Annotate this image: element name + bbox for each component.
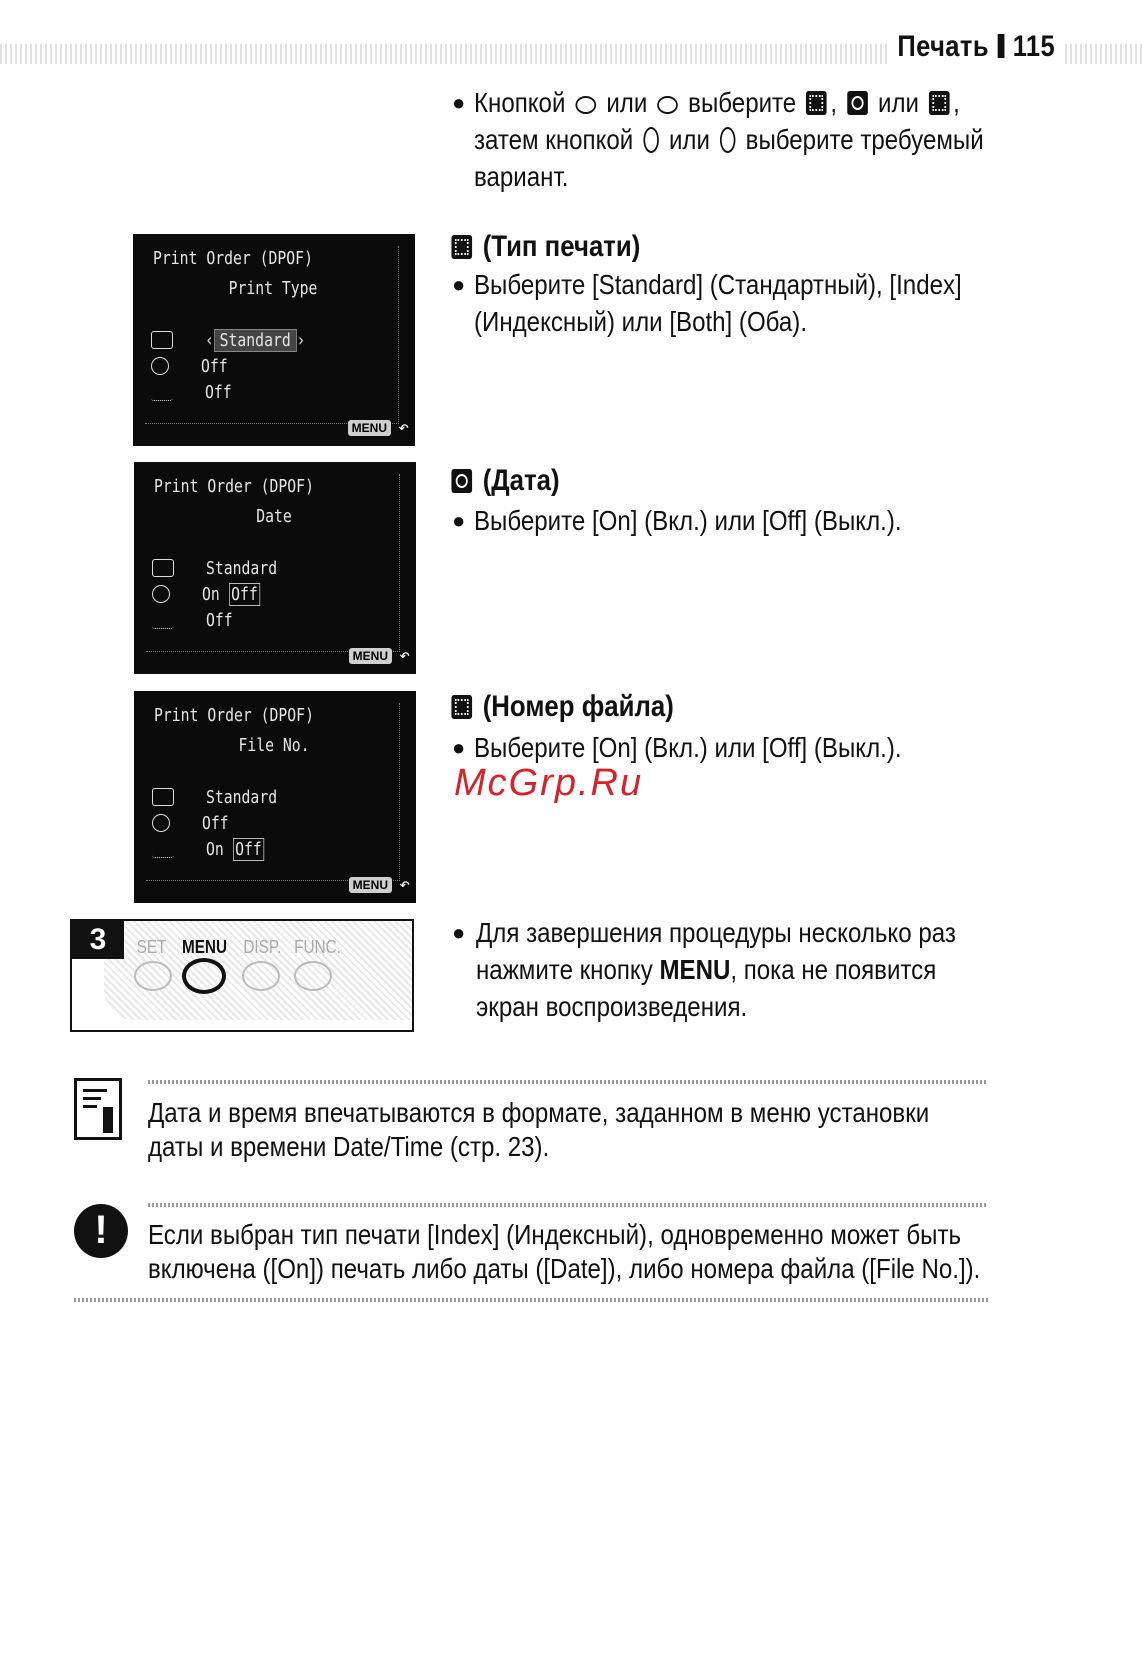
bullet: ●	[452, 735, 466, 760]
screen-row-print-type	[152, 787, 293, 808]
camera-screen-file-no	[134, 691, 416, 903]
bullet: ●	[452, 920, 466, 945]
section-heading-file-no	[448, 690, 674, 724]
menu-badge: MENU	[349, 648, 392, 664]
section-text-line: Выберите [On] (Вкл.) или [Off] (Выкл.).	[474, 505, 902, 536]
camera-label-menu: MENU	[181, 937, 228, 957]
step-3-illustration	[70, 919, 414, 1032]
camera-screen-print-type	[133, 234, 415, 446]
right-button-icon	[720, 127, 735, 153]
caution-mark: !	[94, 1208, 108, 1252]
section-text-line: Выберите [Standard] (Стандартный), [Index]	[474, 269, 962, 300]
section-text-line: (Индексный) или [Both] (Оба).	[474, 306, 808, 337]
note-line-2: даты и времени Date/Time (стр. 23).	[148, 1131, 550, 1162]
print-type-icon	[451, 235, 472, 259]
screen-row-date	[151, 356, 234, 377]
func-button	[294, 961, 332, 991]
clock-icon	[151, 357, 169, 375]
header-separator	[998, 34, 1005, 58]
step-3-line-2	[476, 951, 936, 988]
option-off-selected: Off	[233, 838, 265, 861]
screen-row-value	[202, 584, 260, 605]
intro-text: или	[668, 124, 710, 155]
left-button-icon	[643, 127, 658, 153]
screen-row-print-type	[151, 330, 327, 351]
section-heading-print-type	[448, 230, 640, 264]
intro-text: ,	[830, 87, 838, 118]
intro-text: или	[877, 87, 919, 118]
screen-row-value: Off	[201, 356, 228, 377]
intro-text: Кнопкой	[474, 87, 566, 118]
set-button	[134, 961, 172, 991]
step-text: нажмите кнопку	[476, 954, 653, 985]
screen-subtitle: Print Type	[228, 278, 318, 299]
caution-divider-bottom	[74, 1298, 988, 1302]
file-number-icon	[152, 611, 174, 629]
screen-row-value: Standard	[206, 558, 278, 579]
screen-row-value: Off	[206, 610, 233, 631]
screen-row-file-no	[151, 382, 238, 403]
screen-row-date	[152, 813, 235, 834]
screen-title: Print Order (DPOF)	[154, 476, 314, 497]
section-heading-date	[448, 464, 560, 498]
file-number-icon	[151, 383, 173, 401]
back-arrow-icon: ↶	[398, 417, 409, 438]
intro-text: или	[606, 87, 648, 118]
note-line-1: Дата и время впечатываются в формате, заданном в меню установки	[148, 1097, 930, 1128]
intro-text: затем кнопкой	[474, 124, 634, 155]
intro-text: ,	[953, 87, 960, 118]
section-text-line: Выберите [On] (Вкл.) или [Off] (Выкл.).	[474, 732, 902, 763]
screen-row-value	[206, 839, 264, 860]
camera-label-set: SET	[136, 937, 167, 957]
screen-row-value: Off	[205, 382, 232, 403]
page-header	[889, 30, 1064, 64]
screen-row-date	[152, 584, 273, 605]
clock-icon	[152, 585, 170, 603]
down-button-icon	[576, 96, 597, 114]
step-3-line-3: экран воспроизведения.	[476, 991, 748, 1022]
intro-bullet: ●	[452, 90, 466, 115]
bullet: ●	[452, 272, 466, 297]
menu-button	[182, 958, 226, 994]
screen-row-value: ‹ Standard ›	[205, 330, 306, 351]
page-number: 115	[1013, 30, 1056, 63]
intro-line-3: вариант.	[474, 161, 569, 192]
screen-row-value: Off	[202, 813, 229, 834]
screen-title: Print Order (DPOF)	[154, 705, 314, 726]
menu-badge: MENU	[348, 420, 391, 436]
caution-line-1: Если выбран тип печати [Index] (Индексный), одновременно может быть	[148, 1219, 962, 1250]
step-text: , пока не появится	[730, 954, 937, 985]
back-arrow-icon: ↶	[399, 645, 410, 666]
file-number-icon	[152, 840, 174, 858]
bullet: ●	[452, 508, 466, 533]
print-type-icon	[152, 788, 174, 806]
screen-row-file-no	[152, 839, 277, 860]
watermark: McGrp.Ru	[454, 762, 644, 804]
screen-row-print-type	[152, 558, 293, 579]
option-on: On	[202, 584, 220, 605]
camera-label-disp: DISP.	[243, 937, 282, 957]
camera-label-func: FUNC.	[294, 937, 341, 957]
intro-text: выберите требуемый	[745, 124, 984, 155]
screen-row-value: Standard	[206, 787, 278, 808]
clock-icon	[152, 814, 170, 832]
step-3-line-1: Для завершения процедуры несколько раз	[476, 917, 956, 948]
disp-button	[242, 961, 280, 991]
caution-line-2: включена ([On]) печать либо даты ([Date]), либо номера файла ([File No.]).	[148, 1253, 981, 1284]
screen-subtitle: Date	[256, 506, 292, 527]
screen-title: Print Order (DPOF)	[153, 248, 313, 269]
screen-subtitle: File No.	[238, 735, 310, 756]
camera-screen-date	[134, 462, 416, 674]
selected-value: Standard	[214, 329, 297, 352]
step-number: 3	[72, 921, 124, 959]
back-arrow-icon: ↶	[399, 874, 410, 895]
section-title: Печать	[897, 30, 990, 63]
heading-text: (Дата)	[482, 464, 560, 497]
intro-text: выберите	[688, 87, 797, 118]
heading-text: (Номер файла)	[482, 690, 674, 723]
date-icon	[847, 91, 868, 115]
screen-row-file-no	[152, 610, 239, 631]
note-icon	[74, 1078, 122, 1140]
print-type-icon	[152, 559, 174, 577]
date-icon	[451, 469, 472, 493]
caution-divider-top	[148, 1203, 988, 1207]
note-divider	[148, 1080, 988, 1084]
option-on: On	[206, 839, 224, 860]
menu-keyword: MENU	[659, 954, 731, 985]
menu-badge: MENU	[349, 877, 392, 893]
option-off-selected: Off	[229, 583, 261, 606]
up-button-icon	[657, 96, 678, 114]
intro-line-1	[474, 84, 960, 121]
print-type-icon	[151, 331, 173, 349]
heading-text: (Тип печати)	[482, 230, 641, 263]
caution-icon	[74, 1204, 128, 1258]
file-number-icon	[451, 695, 472, 719]
intro-line-2	[474, 121, 984, 158]
print-type-icon	[806, 91, 827, 115]
file-number-icon	[929, 91, 950, 115]
